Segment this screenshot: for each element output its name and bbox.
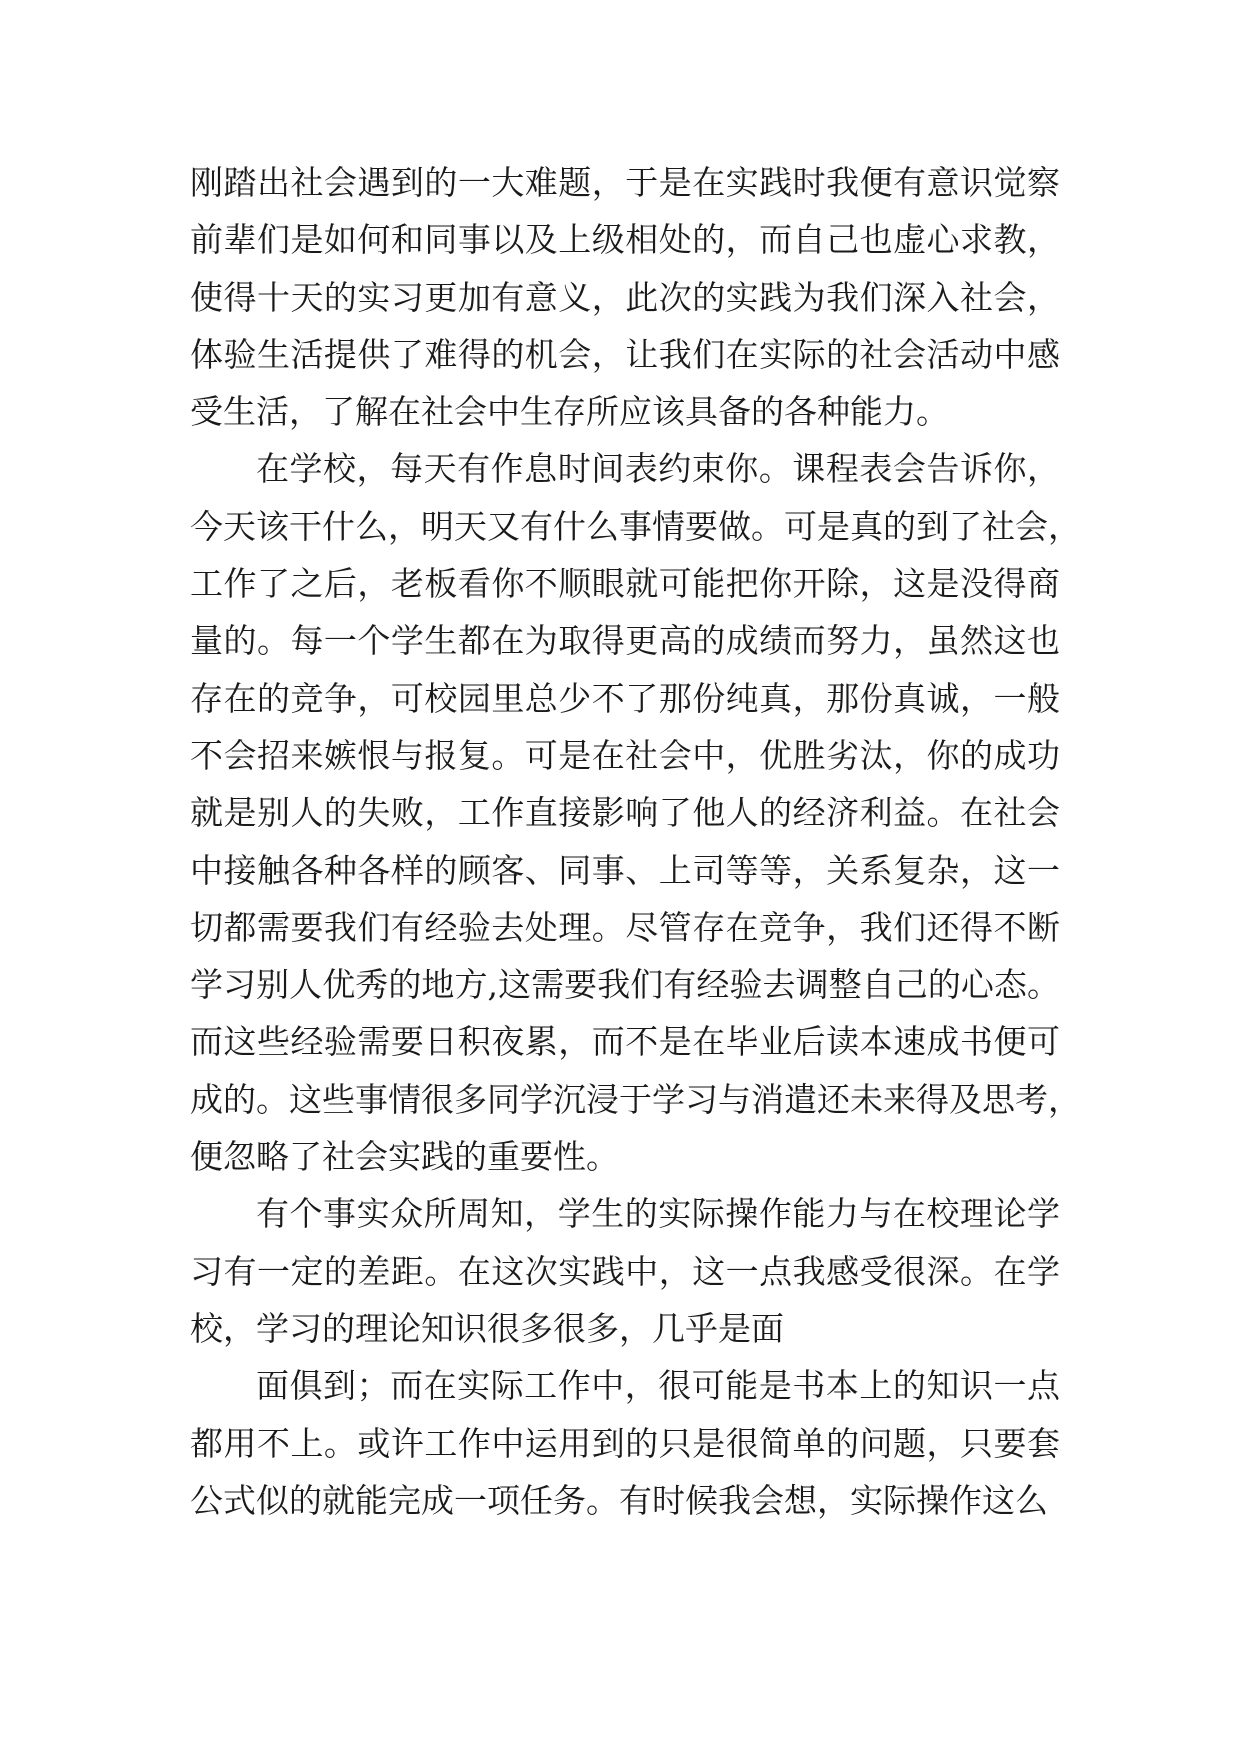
text-line: 使得十天的实习更加有意义，此次的实践为我们深入社会，: [190, 277, 1060, 317]
paragraph: [190, 154, 1060, 440]
text-line: 习有一定的差距。在这次实践中，这一点我感受很深。在学: [190, 1251, 1060, 1291]
text-line: 刚踏出社会遇到的一大难题，于是在实践时我便有意识觉察: [190, 163, 1060, 202]
text-line: 公式似的就能完成一项任务。有时候我会想，实际操作这么: [190, 1480, 1048, 1520]
text-line: 工作了之后，老板看你不顺眼就可能把你开除，这是没得商: [190, 564, 1060, 604]
text-line: 成的。这些事情很多同学沉浸于学习与消遣还未来得及思考，: [190, 1079, 1081, 1119]
text-line: 量的。每一个学生都在为取得更高的成绩而努力，虽然这也: [190, 621, 1060, 661]
text-line: 切都需要我们有经验去处理。尽管存在竞争，我们还得不断: [190, 907, 1060, 947]
paragraph: [190, 1185, 1060, 1357]
text-line: 前辈们是如何和同事以及上级相处的，而自己也虚心求教，: [190, 220, 1060, 260]
text-line: 有个事实众所周知，学生的实际操作能力与在校理论学: [256, 1194, 1060, 1234]
text-line: 受生活，了解在社会中生存所应该具备的各种能力。: [190, 392, 949, 432]
text-line: 而这些经验需要日积夜累，而不是在毕业后读本速成书便可: [190, 1022, 1060, 1062]
text-line: 今天该干什么，明天又有什么事情要做。可是真的到了社会，: [190, 506, 1081, 546]
text-line: 面俱到；而在实际工作中，很可能是书本上的知识一点: [256, 1366, 1060, 1406]
text-line: 都用不上。或许工作中运用到的只是很简单的问题，只要套: [190, 1423, 1060, 1463]
text-line: 就是别人的失败，工作直接影响了他人的经济利益。在社会: [190, 793, 1060, 833]
body-text: [190, 154, 1081, 1529]
text-line: 便忽略了社会实践的重要性。: [190, 1137, 619, 1177]
text-line: 校，学习的理论知识很多很多，几乎是面: [190, 1308, 784, 1348]
text-line: 学习别人优秀的地方,这需要我们有经验去调整自己的心态。: [190, 965, 1060, 1005]
text-line: 中接触各种各样的顾客、同事、上司等等，关系复杂，这一: [190, 850, 1060, 890]
text-line: 存在的竞争，可校园里总少不了那份纯真，那份真诚，一般: [190, 678, 1060, 718]
text-line: 在学校，每天有作息时间表约束你。课程表会告诉你，: [256, 449, 1060, 489]
paragraph: [190, 1357, 1060, 1529]
text-line: 不会招来嫉恨与报复。可是在社会中，优胜劣汰，你的成功: [190, 735, 1060, 775]
text-line: 体验生活提供了难得的机会，让我们在实际的社会活动中感: [190, 334, 1060, 374]
paragraph: [190, 440, 1081, 1185]
